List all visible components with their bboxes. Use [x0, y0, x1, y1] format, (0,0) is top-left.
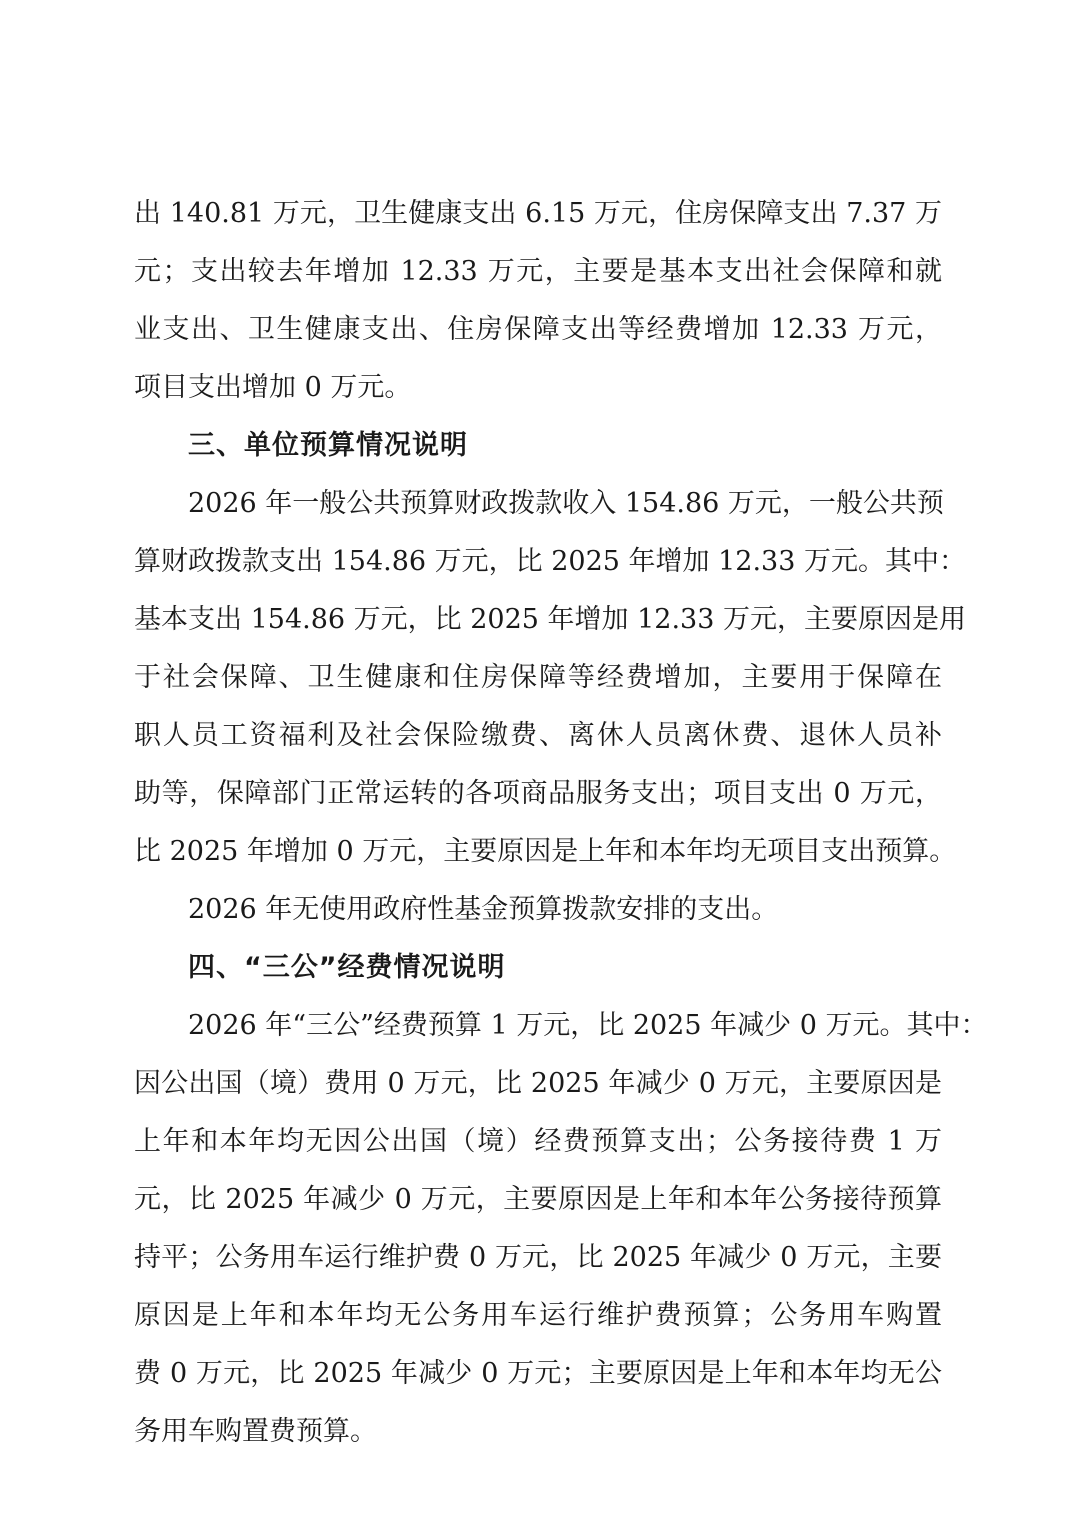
body-text-line: 费 0 万元，比 2025 年减少 0 万元；主要原因是上年和本年均无公 — [134, 1358, 942, 1389]
document-page — [134, 185, 988, 1461]
body-text-line: 2026 年无使用政府性基金预算拨款安排的支出。 — [188, 894, 779, 925]
body-text-line: 于社会保障、卫生健康和住房保障等经费增加，主要用于保障在 — [134, 662, 942, 693]
body-text-line: 职人员工资福利及社会保险缴费、离休人员离休费、退休人员补 — [134, 720, 942, 751]
body-text-line: 出 140.81 万元，卫生健康支出 6.15 万元，住房保障支出 7.37 万 — [134, 198, 942, 229]
body-text-line: 比 2025 年增加 0 万元，主要原因是上年和本年均无项目支出预算。 — [134, 836, 957, 867]
body-text-line: 算财政拨款支出 154.86 万元，比 2025 年增加 12.33 万元。其中： — [134, 546, 966, 577]
body-text-line: 元，比 2025 年减少 0 万元，主要原因是上年和本年公务接待预算 — [134, 1184, 942, 1215]
body-text-line: 业支出、卫生健康支出、住房保障支出等经费增加 12.33 万元， — [134, 314, 942, 345]
body-text-line: 助等，保障部门正常运转的各项商品服务支出；项目支出 0 万元， — [134, 778, 942, 809]
body-text-line: 持平；公务用车运行维护费 0 万元，比 2025 年减少 0 万元，主要 — [134, 1242, 942, 1273]
body-text-line: 原因是上年和本年均无公务用车运行维护费预算；公务用车购置 — [134, 1300, 942, 1331]
body-text-line: 务用车购置费预算。 — [134, 1416, 377, 1447]
body-text-line: 基本支出 154.86 万元，比 2025 年增加 12.33 万元，主要原因是用 — [134, 604, 966, 635]
body-text-line: 项目支出增加 0 万元。 — [134, 372, 412, 403]
body-text-line: 因公出国（境）费用 0 万元，比 2025 年减少 0 万元，主要原因是 — [134, 1068, 942, 1099]
section-heading-3: 三、单位预算情况说明 — [188, 430, 468, 461]
body-text-line: 2026 年“三公”经费预算 1 万元，比 2025 年减少 0 万元。其中： — [188, 1010, 988, 1041]
body-text-line: 上年和本年均无因公出国（境）经费预算支出；公务接待费 1 万 — [134, 1126, 942, 1157]
body-text-line: 2026 年一般公共预算财政拨款收入 154.86 万元，一般公共预 — [188, 488, 944, 519]
body-text-line: 元；支出较去年增加 12.33 万元，主要是基本支出社会保障和就 — [134, 256, 942, 287]
section-heading-4: 四、“三公”经费情况说明 — [188, 952, 506, 983]
